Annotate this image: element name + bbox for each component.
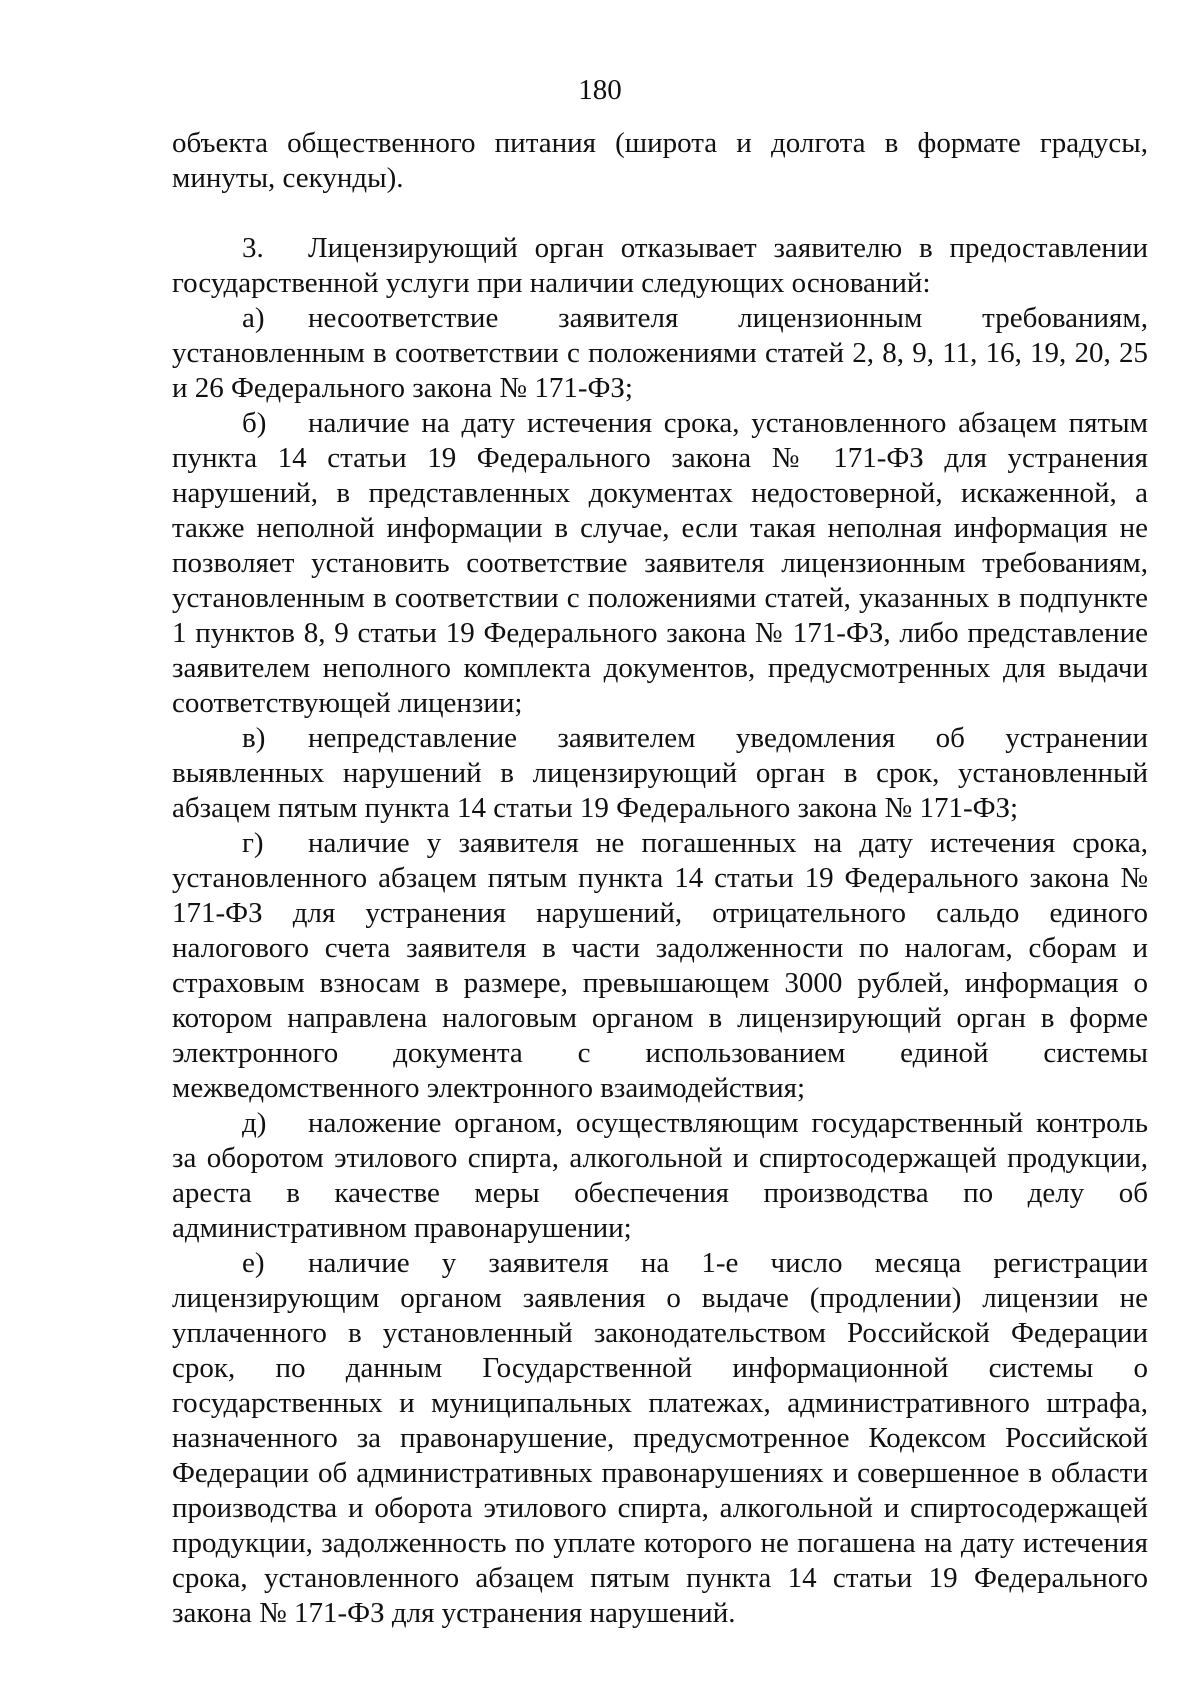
item-marker: е) — [242, 1247, 265, 1279]
item-marker: а) — [242, 302, 265, 334]
paragraph-text: Лицензирующий орган отказывает заявителю в предоставлении государственной услуги при наличии следующих оснований: — [172, 232, 1148, 299]
subitem-b — [172, 406, 1148, 721]
paragraph-text: непредставление заявителем уведомления об устранении выявленных нарушений в лицензирующий орган в срок, установленный абзацем пятым пункта 14 статьи 19 Федерального закона № 171-ФЗ; — [172, 722, 1148, 824]
item-marker: в) — [242, 722, 266, 754]
item-marker: 3. — [242, 232, 264, 264]
paragraph-text: наличие на дату истечения срока, установленного абзацем пятым пункта 14 статьи 19 Федерального закона № 171-ФЗ для устранения нарушений, в представленных документах недостоверной, искаженной, а также неполной информации в случае, если такая неполная информация не позволяет установить соответствие заявителя лицензионным требованиям, установленным в соответствии с положениями статей, указанных в подпункте 1 пунктов 8, 9 статьи 19 Федерального закона № 171-ФЗ, либо представление заявителем неполного комплекта документов, предусмотренных для выдачи соответствующей лицензии; — [172, 407, 1148, 719]
paragraph-text: объекта общественного питания (широта и долгота в формате градусы, минуты, секунды). — [172, 127, 1148, 194]
page-number: 180 — [578, 74, 622, 106]
item-marker: г) — [242, 827, 264, 859]
subitem-d — [172, 1106, 1148, 1246]
document-body — [172, 126, 1148, 1631]
item-marker: д) — [242, 1107, 267, 1139]
paragraph-text: наложение органом, осуществляющим государственный контроль за оборотом этилового спирта, алкогольной и спиртосодержащей продукции, ареста в качестве меры обеспечения производства по делу об административном правонарушении; — [172, 1107, 1148, 1244]
item-marker: б) — [242, 407, 267, 439]
subitem-v — [172, 721, 1148, 826]
paragraph-text: наличие у заявителя не погашенных на дату истечения срока, установленного абзацем пятым пункта 14 статьи 19 Федерального закона № 171-ФЗ для устранения нарушений, отрицательного сальдо единого налогового счета заявителя в части задолженности по налогам, сборам и страховым взносам в размере, превышающем 3000 рублей, информация о котором направлена налоговым органом в лицензирующий орган в форме электронного документа с использованием единой системы межведомственного электронного взаимодействия; — [172, 827, 1148, 1104]
paragraph-text: несоответствие заявителя лицензионным требованиям, установленным в соответствии с положениями статей 2, 8, 9, 11, 16, 19, 20, 25 и 26 Федерального закона № 171-ФЗ; — [172, 302, 1148, 404]
paragraph-continuation — [172, 126, 1148, 196]
subitem-e — [172, 1246, 1148, 1631]
subitem-a — [172, 301, 1148, 406]
paragraph-item-3 — [172, 231, 1148, 301]
paragraph-text: наличие у заявителя на 1-е число месяца регистрации лицензирующим органом заявления о выдаче (продлении) лицензии не уплаченного в установленный законодательством Российской Федерации срок, по данным Государственной информационной системы о государственных и муниципальных платежах, административного штрафа, назначенного за правонарушение, предусмотренное Кодексом Российской Федерации об административных правонарушениях и совершенное в области производства и оборота этилового спирта, алкогольной и спиртосодержащей продукции, задолженность по уплате которого не погашена на дату истечения срока, установленного абзацем пятым пункта 14 статьи 19 Федерального закона № 171-ФЗ для устранения нарушений. — [172, 1247, 1148, 1629]
subitem-g — [172, 826, 1148, 1106]
